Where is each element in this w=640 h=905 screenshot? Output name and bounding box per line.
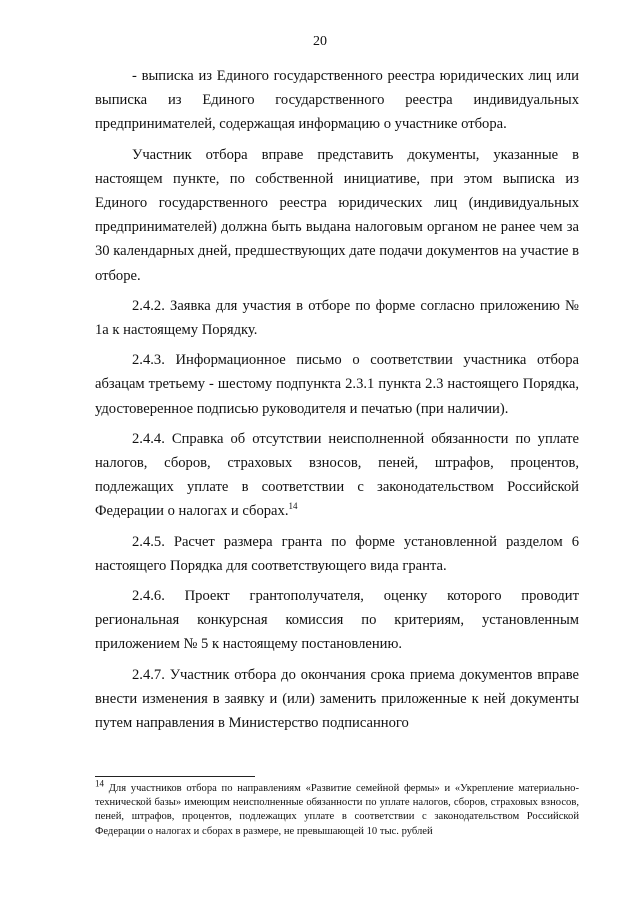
paragraph-2-4-6: 2.4.6. Проект грантополучателя, оценку которого проводит региональная конкурсная комиссия по критериям, установленным приложением № 5 к настоящему постановлению. — [95, 588, 579, 653]
paragraph-2-4-4-text: 2.4.4. Справка об отсутствии неисполненной обязанности по уплате налогов, сборов, страховых взносов, пеней, штрафов, процентов, подлежащих уплате в соответствии с законодательством Российской Федерации о налогах и сборах. — [95, 430, 579, 520]
paragraph-2-4-3: 2.4.3. Информационное письмо о соответствии участника отбора абзацам третьему - шестому подпункта 2.3.1 пункта 2.3 настоящего Порядка, удостоверенное подписью руководителя и печатью (при наличии). — [95, 352, 579, 417]
paragraph-2-4-5: 2.4.5. Расчет размера гранта по форме установленной разделом 6 настоящего Порядка для соответствующего вида гранта. — [95, 533, 579, 574]
document-body — [95, 64, 579, 741]
page-number: 20 — [313, 34, 327, 49]
paragraph-egrul-extract: - выписка из Единого государственного реестра юридических лиц или выписка из Единого государственного реестра индивидуальных предпринимателей, содержащая информацию о участнике отбора. — [95, 68, 579, 133]
footnote-separator — [95, 776, 255, 777]
footnote-text: Для участников отбора по направлениям «Развитие семейной фермы» и «Укрепление материально-технической базы» имеющим неисполненные обязанности по уплате налогов, сборов, страховых взносов, пеней, штрафов, процентов, подлежащих уплате в соответствии с законодательством Российской Федерации о налогах и сборах в размере, не превышающей 10 тыс. рублей — [95, 783, 579, 837]
footnote-number: 14 — [95, 778, 104, 789]
footnote-reference: 14 — [288, 501, 298, 512]
paragraph-2-4-4 — [95, 427, 579, 524]
paragraph-2-4-7: 2.4.7. Участник отбора до окончания срока приема документов вправе внести изменения в заявку и (или) заменить приложенные к ней документы путем направления в Министерство подписанного — [95, 666, 579, 732]
footnote — [95, 778, 579, 839]
paragraph-own-initiative: Участник отбора вправе представить документы, указанные в настоящем пункте, по собственной инициативе, при этом выписка из Единого государственного реестра юридических лиц (индивидуальных предпринимателей) должна быть выдана налоговым органом не ранее чем за 30 календарных дней, предшествующих дате подачи документов на участие в отборе. — [95, 146, 580, 284]
paragraph-2-4-2: 2.4.2. Заявка для участия в отборе по форме согласно приложению № 1а к настоящему Порядку. — [95, 297, 579, 339]
